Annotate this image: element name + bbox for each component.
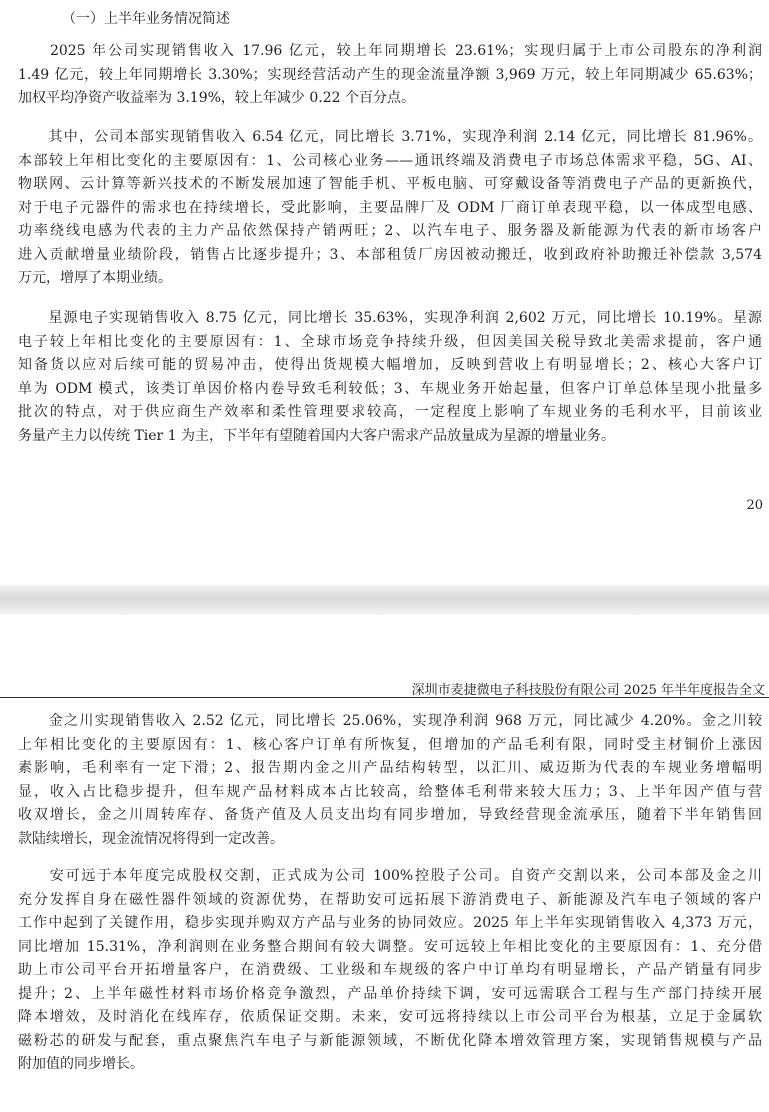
- text-line: 进入贡献增量业绩阶段，销售占比逐步提升；3、本部租赁厂房因被动搬迁，收到政府补助搬迁补偿款 3,574: [18, 246, 762, 263]
- paragraph-company-summary: [18, 40, 762, 111]
- text-line: 助上市公司平台开拓增量客户，在消费级、工业级和车规级的客户中订单均有明显增长，产品产销量有同步: [18, 962, 762, 978]
- text-line: 务量产主力以传统 Tier 1 为主，下半年有望随着国内大客户需求产品放量成为星源的增量业务。: [18, 427, 616, 444]
- text-line: 安可远于本年度完成股权交割，正式成为公司 100%控股子公司。自资产交割以来，公司本部及金之川: [18, 868, 762, 884]
- text-line: 知备货以应对后续可能的贸易冲击，使得出货规模大幅增加，反映到营收上有明显增长；2、核心大客户订: [18, 357, 762, 373]
- text-line: 1.49 亿元，较上年同期增长 3.30%；实现经营活动产生的现金流量净额 3,969 万元，较上年同期减少 65.63%；: [18, 66, 762, 83]
- text-line: 同比增加 15.31%，净利润则在业务整合期间有较大调整。安可远较上年相比变化的主要原因有：1、充分借: [18, 938, 762, 955]
- paragraph-ankeyuan: [18, 865, 762, 1077]
- paragraph-parent-company: [18, 126, 762, 291]
- text-line: 本部较上年相比变化的主要原因有：1、公司核心业务——通讯终端及消费电子市场总体需求平稳，5G、AI、: [18, 152, 762, 169]
- text-line: 附加值的同步增长。: [18, 1056, 144, 1072]
- text-line: 提升；2、上半年磁性材料市场价格竞争激烈，产品单价持续下调，安可远需联合工程与生产部门持续开展: [18, 985, 762, 1002]
- text-line: 2025 年公司实现销售收入 17.96 亿元，较上年同期增长 23.61%；实现归属于上市公司股东的净利润: [18, 43, 762, 59]
- text-line: 素影响，毛利率有一定下滑；2、报告期内金之川产品结构转型，以汇川、威迈斯为代表的车规业务增幅明: [18, 760, 762, 776]
- page-number: 20: [746, 498, 763, 513]
- text-line: 单为 ODM 模式，该类订单因价格内卷导致毛利较低；3、车规业务开始起量，但客户订单总体呈现小批量多: [18, 380, 762, 397]
- text-line: 电子较上年相比变化的主要原因有：1、全球市场竞争持续升级，但因美国关税导致北美需求提前，客户通: [18, 333, 762, 350]
- text-line: 加权平均净资产收益率为 3.19%，较上年减少 0.22 个百分点。: [18, 90, 415, 106]
- text-line: 显，收入占比稳步提升，但车规产品材料成本占比较高，给整体毛利带来较大压力；3、上半年因产值与营: [18, 783, 762, 800]
- header-rule: [0, 697, 769, 698]
- text-line: 磁粉芯的研发与配套，重点聚焦汽车电子与新能源领域，不断优化降本增效管理方案，实现销售规模与产品: [18, 1032, 762, 1049]
- section-heading: （一）上半年业务情况简述: [62, 11, 230, 27]
- text-line: 收双增长，金之川周转库存、备货产值及人员支出均有同步增加，导致经营现金流承压，随着下半年销售回: [18, 807, 762, 823]
- text-line: 星源电子实现销售收入 8.75 亿元，同比增长 35.63%，实现净利润 2,602 万元，同比增长 10.19%。星源: [18, 310, 762, 326]
- text-line: 金之川实现销售收入 2.52 亿元，同比增长 25.06%，实现净利润 968 万元，同比减少 4.20%。金之川较: [18, 713, 762, 729]
- page-separator: [0, 585, 769, 615]
- text-line: 工作中起到了关键作用，稳步实现并购双方产品与业务的协同效应。2025 年上半年实现销售收入 4,373 万元，: [18, 915, 762, 931]
- running-header: 深圳市麦捷微电子科技股份有限公司 2025 年半年度报告全文: [411, 683, 765, 698]
- text-line: 对于电子元器件的需求也在持续增长，受此影响，主要品牌厂及 ODM 厂商订单表现平稳，以一体成型电感、: [18, 199, 762, 216]
- text-line: 物联网、云计算等新兴技术的不断发展加速了智能手机、平板电脑、可穿戴设备等消费电子产品的更新换代，: [18, 176, 762, 192]
- text-line: 功率绕线电感为代表的主力产品依然保持产销两旺；2、以汽车电子、服务器及新能源为代表的新市场客户: [18, 223, 762, 239]
- text-line: 上年相比变化的主要原因有：1、核心客户订单有所恢复，但增加的产品毛利有限，同时受主材铜价上涨因: [18, 736, 762, 753]
- paragraph-jinzhichuan: [18, 710, 762, 851]
- text-line: 批次的特点，对于供应商生产效率和柔性管理要求较高，一定程度上影响了车规业务的毛利水平，目前该业: [18, 404, 762, 420]
- text-line: 万元，增厚了本期业绩。: [18, 270, 172, 286]
- text-line: 款陆续增长，现金流情况将得到一定改善。: [18, 830, 284, 847]
- text-line: 降本增效，及时消化在线库存，依质保证交期。未来，安可远将持续以上市公司平台为根基，立足于金属软: [18, 1009, 762, 1025]
- text-line: 充分发挥自身在磁性器件领域的资源优势，在帮助安可远拓展下游消费电子、新能源及汽车电子领域的客户: [18, 891, 762, 908]
- report-page-lower: [0, 615, 769, 1112]
- text-line: 其中，公司本部实现销售收入 6.54 亿元，同比增长 3.71%，实现净利润 2.14 亿元，同比增长 81.96%。: [18, 129, 762, 145]
- paragraph-xingyuan: [18, 307, 762, 448]
